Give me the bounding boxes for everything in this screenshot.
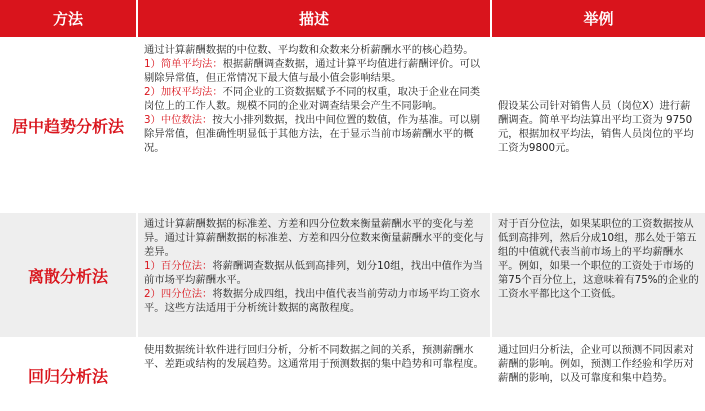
example-cell	[492, 39, 705, 211]
example-cell	[492, 339, 705, 411]
description-intro: 通过计算薪酬数据的中位数、平均数和众数来分析薪酬水平的核心趋势。	[144, 44, 474, 56]
header-example: 举例	[492, 0, 705, 37]
description-item: 1）简单平均法：根据薪酬调查数据，通过计算平均值进行薪酬评价。可以剔除异常值，但正常情况下最大值与最小值会影响结果。	[144, 58, 481, 84]
example-text: 通过回归分析法，企业可以预测不同因素对薪酬的影响。例如，预测工作经验和学历对薪酬的影响，以及可靠度和集中趋势。	[498, 344, 694, 384]
description-item: 1）百分位法：将薪酬调查数据从低到高排列，划分10组，找出中值作为当前市场平均薪酬水平。	[144, 260, 483, 286]
table-row	[0, 339, 705, 411]
description-intro: 使用数据统计软件进行回归分析，分析不同数据之间的关系，预测薪酬水平、差距或结构的发展趋势。这通常用于预测数据的集中趋势和可靠程度。	[144, 344, 484, 370]
description-cell	[138, 339, 490, 411]
description-cell	[138, 39, 490, 211]
table-row	[0, 39, 705, 211]
method-name: 回归分析法	[0, 339, 136, 411]
description-item: 3）中位数法：按大小排列数据，找出中间位置的数值，作为基准。可以剔除异常值，但准确性明显低于其他方法，在于显示当前市场薪酬水平的概况。	[144, 114, 481, 154]
description-item: 2）四分位法：将数据分成四组，找出中值代表当前劳动力市场平均工资水平。这些方法适用于分析统计数据的离散程度。	[144, 288, 481, 314]
example-text: 假设某公司针对销售人员（岗位X）进行薪酬调查。简单平均法算出平均工资为 9750元，根据加权平均法，销售人员岗位的平均工资为9800元。	[498, 100, 694, 154]
description-item: 2）加权平均法：不同企业的工资数据赋予不同的权重，取决于企业在同类岗位上的工作人数。规模不同的企业对调查结果会产生不同影响。	[144, 86, 481, 112]
header-method: 方法	[0, 0, 136, 37]
example-text: 对于百分位法，如果某职位的工资数据按从低到高排列，然后分成10组，那么处于第五组的中值就代表当前市场上的平均薪酬水平。例如，如果一个职位的工资处于市场的第75个百分位上，这意味着有75%的企业的工资水平都比这个工资低。	[498, 218, 699, 300]
header-description: 描述	[138, 0, 490, 37]
example-cell	[492, 213, 705, 337]
description-intro: 通过计算薪酬数据的标准差、方差和四分位数来衡量薪酬水平的变化与差异。通过计算薪酬数据的标准差、方差和四分位数来衡量薪酬水平的变化与差异。	[144, 218, 484, 258]
table-row	[0, 213, 705, 337]
method-name: 居中趋势分析法	[0, 39, 136, 211]
method-name: 离散分析法	[0, 213, 136, 337]
description-cell	[138, 213, 490, 337]
